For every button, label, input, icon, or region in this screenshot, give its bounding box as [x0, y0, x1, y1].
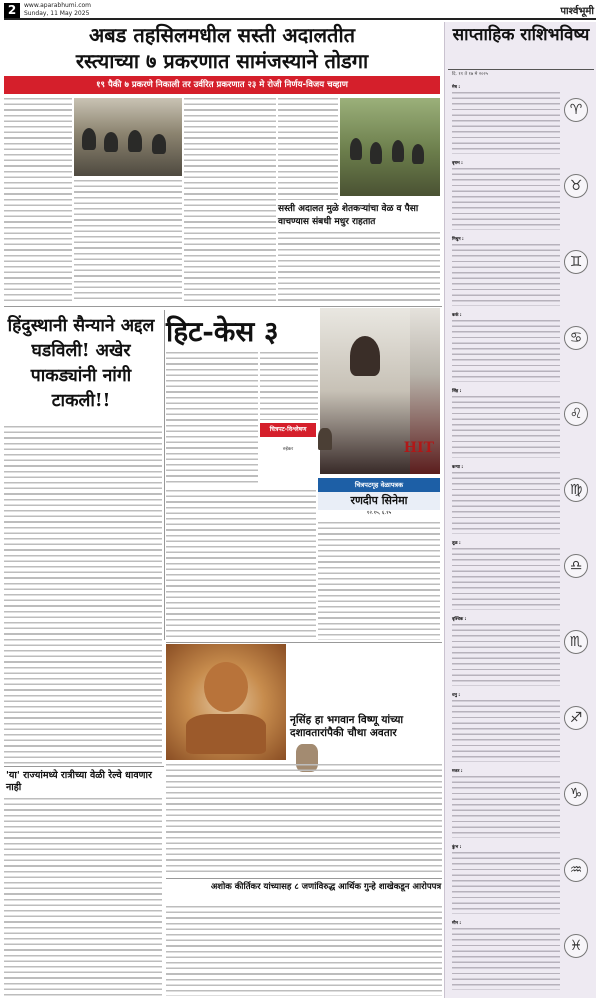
horoscope-sign-name: वृश्चिक :: [452, 616, 467, 621]
hitcase-body-3: [166, 490, 316, 640]
body-text-texture: [452, 320, 560, 382]
aries-icon: ♈: [564, 98, 588, 122]
capricorn-icon: ♑: [564, 782, 588, 806]
narsimha-body: [166, 764, 442, 876]
body-text-texture: [74, 180, 182, 302]
horoscope-entry: [452, 312, 592, 384]
body-text-texture: [166, 352, 258, 486]
hitcase-body-4: [318, 522, 440, 640]
horoscope-entry: [452, 616, 592, 688]
masthead: [4, 2, 596, 20]
lead-headline-line2: रस्त्याच्या ७ प्रकरणात सामंजस्याने तोडगा: [75, 49, 369, 73]
horoscope-sign-name: कन्या :: [452, 464, 464, 469]
column-divider: [164, 310, 165, 640]
photo-person: [412, 144, 424, 164]
army-headline: हिंदुस्थानी सैन्याने अद्दल घडविली! अखेर पाकड्यांनी नांगी टाकली!!: [7, 316, 155, 411]
body-text-texture: [452, 244, 560, 306]
horoscope-sign-name: धनु :: [452, 692, 461, 697]
horoscope-sign-name: तूळ :: [452, 540, 461, 545]
body-text-texture: [166, 764, 442, 876]
army-story-body: [4, 426, 162, 766]
website-url[interactable]: www.aparabhumi.com: [24, 2, 92, 9]
body-text-texture: [260, 352, 318, 420]
body-text-texture: [452, 852, 560, 914]
body-text-texture: [166, 490, 316, 640]
narsimha-idol-photo: [166, 644, 286, 760]
newspaper-brand: पार्श्वभूमी: [560, 6, 594, 17]
photo-person: [392, 140, 404, 162]
body-text-texture: [452, 396, 560, 458]
photo-person: [152, 134, 166, 154]
body-text-texture: [452, 472, 560, 534]
sagittarius-icon: ♐: [564, 706, 588, 730]
poster-title: HIT: [403, 440, 434, 456]
photo-person: [82, 128, 96, 150]
poster-actor: [350, 336, 380, 376]
section-divider: [166, 642, 442, 643]
photo-person: [128, 130, 142, 152]
libra-icon: ♎: [564, 554, 588, 578]
body-text-texture: [278, 232, 440, 302]
lead-story-column-4: [278, 98, 338, 200]
lead-story-column-3: [184, 98, 276, 302]
section-divider: [4, 766, 164, 767]
body-text-texture: [452, 92, 560, 154]
horoscope-entry: [452, 388, 592, 460]
horoscope-sign-name: वृषभ :: [452, 160, 463, 165]
horoscope-entry: [452, 236, 592, 308]
farmers-field-photo: [340, 98, 440, 196]
show-times: १२.१५, ६.१५: [366, 510, 392, 516]
lead-subheadline: १९ पैकी ७ प्रकरणे निकाली तर उर्वरित प्रकरणात २३ मे रोजी निर्णय-विजय चव्हाण: [4, 76, 440, 94]
body-text-texture: [166, 906, 442, 996]
horoscope-sign-name: मीन :: [452, 920, 462, 925]
body-text-texture: [318, 522, 440, 640]
page-number: 2: [4, 3, 20, 18]
lead-story-column-2: [74, 180, 182, 302]
bottom-story-body: [166, 906, 442, 996]
body-text-texture: [4, 98, 72, 302]
horoscope-title: साप्ताहिक राशिभविष्य: [448, 24, 594, 70]
virgo-icon: ♍: [564, 478, 588, 502]
train-story-headline: 'या' राज्यांमध्ये रात्रीच्या वेळी रेल्वे धावणार नाही: [6, 770, 152, 793]
publication-date: Sunday, 11 May 2025: [24, 10, 90, 17]
body-text-texture: [452, 928, 560, 990]
idol-base: [186, 714, 266, 754]
section-label-film-analysis: चित्रपट-विश्लेषण: [260, 423, 316, 437]
body-text-texture: [452, 700, 560, 762]
body-text-texture: [452, 624, 560, 686]
horoscope-date-range: दि. ११ ते १७ मे २०२५: [452, 72, 489, 77]
horoscope-sign-name: मकर :: [452, 768, 463, 773]
horoscope-sign-name: मेष :: [452, 84, 461, 89]
horoscope-entry: [452, 84, 592, 156]
showtime-bar: चित्रपटगृह वेळापत्रक: [318, 478, 440, 492]
body-text-texture: [452, 168, 560, 230]
horoscope-entry: [452, 692, 592, 764]
body-text-texture: [184, 98, 276, 302]
section-divider: [4, 306, 442, 307]
horoscope-entry: [452, 540, 592, 612]
side-story-headline: सस्ती अदालत मुळे शेतकऱ्यांचा वेळ व पैसा वाचण्यास संबधी मधुर राहतात: [278, 204, 419, 227]
body-text-texture: [452, 548, 560, 610]
horoscope-entry: [452, 844, 592, 916]
court-meeting-photo: [74, 98, 182, 176]
leo-icon: ♌: [564, 402, 588, 426]
cinema-name: रणदीप सिनेमा: [318, 492, 440, 510]
movie-poster-strip: [403, 308, 440, 474]
horoscope-entry: [452, 768, 592, 840]
pisces-icon: ♓: [564, 934, 588, 958]
photo-person: [370, 142, 382, 164]
photo-person: [350, 138, 362, 160]
lead-headline: [4, 22, 440, 74]
taurus-icon: ♉: [564, 174, 588, 198]
aquarius-icon: ♒: [564, 858, 588, 882]
photo-person: [104, 132, 118, 152]
side-story-body: [278, 232, 440, 302]
body-text-texture: [4, 798, 162, 996]
hitcase-headline: हिट-केस ३: [166, 315, 279, 348]
section-divider: [166, 878, 442, 879]
bottom-headline: अशोक कीर्तिकर यांच्यासह ८ जणांविरुद्ध आर्थिक गुन्हे शाखेकडून आरोपपत्र: [210, 882, 442, 892]
lead-headline-line1: अबड तहसिलमधील सस्ती अदालतीत: [88, 23, 356, 47]
body-text-texture: [278, 98, 338, 200]
body-text-texture: [4, 426, 162, 766]
horoscope-sign-name: मिथुन :: [452, 236, 464, 241]
narsimha-headline: नृसिंह हा भगवान विष्णू यांच्या दशावतारांपैकी चौथा अवतार: [290, 714, 404, 739]
lead-story-column-1: [4, 98, 72, 302]
gemini-icon: ♊: [564, 250, 588, 274]
movie-poster: [320, 308, 410, 474]
train-story-body: [4, 798, 162, 996]
horoscope-entry: [452, 920, 592, 992]
horoscope-entry: [452, 464, 592, 536]
hitcase-body-2: [260, 352, 318, 420]
cancer-icon: ♋: [564, 326, 588, 350]
scorpio-icon: ♏: [564, 630, 588, 654]
critic-name: रुईकर: [282, 447, 294, 452]
horoscope-sign-name: सिंह :: [452, 388, 462, 393]
body-text-texture: [452, 776, 560, 838]
horoscope-sign-name: कुंभ :: [452, 844, 462, 849]
hitcase-body-1: [166, 352, 258, 486]
horoscope-sign-name: कर्क :: [452, 312, 462, 317]
critic-photo: [318, 428, 332, 450]
idol-figure: [204, 662, 248, 712]
horoscope-entry: [452, 160, 592, 232]
